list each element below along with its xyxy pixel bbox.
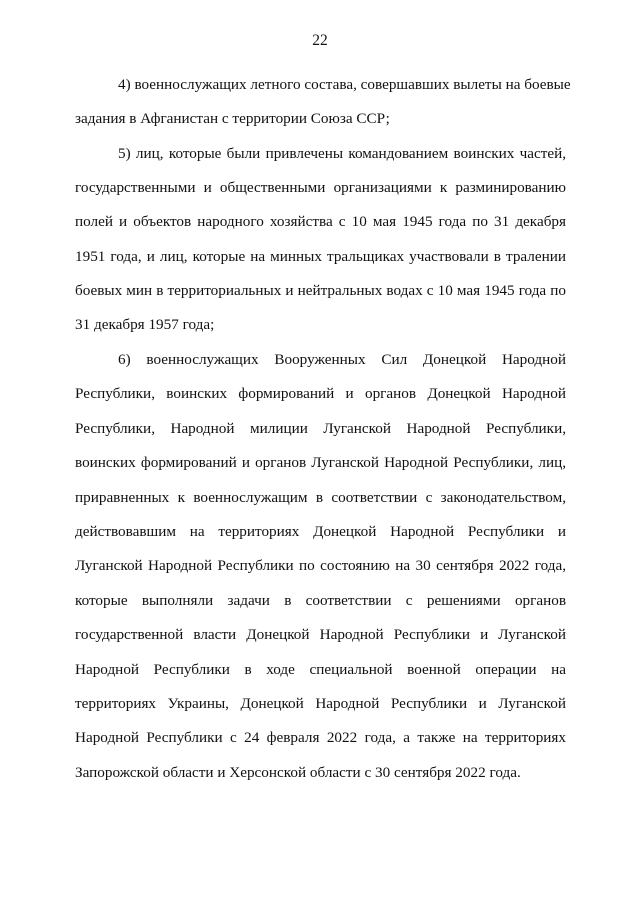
text-line: которые выполняли задачи в соответствии с решениями органов xyxy=(75,592,566,609)
text-line: полей и объектов народного хозяйства с 10 мая 1945 года по 31 декабря xyxy=(75,213,566,230)
text-line: 4) военнослужащих летного состава, совершавших вылеты на боевые xyxy=(118,76,571,93)
text-line: 1951 года, и лиц, которые на минных тральщиках участвовали в тралении xyxy=(75,248,566,265)
text-line: Луганской Народной Республики по состоянию на 30 сентября 2022 года, xyxy=(75,557,566,574)
text-line: Республики, воинских формирований и органов Донецкой Народной xyxy=(75,385,566,402)
text-line: боевых мин в территориальных и нейтральных водах с 10 мая 1945 года по xyxy=(75,282,566,299)
text-line: приравненных к военнослужащим в соответствии с законодательством, xyxy=(75,489,566,506)
text-line: Народной Республики в ходе специальной военной операции на xyxy=(75,661,566,678)
text-line: действовавшим на территориях Донецкой Народной Республики и xyxy=(75,523,566,540)
text-line: Народной Республики с 24 февраля 2022 года, а также на территориях xyxy=(75,729,566,746)
text-line: воинских формирований и органов Луганской Народной Республики, лиц, xyxy=(75,454,566,471)
text-line: Запорожской области и Херсонской области с 30 сентября 2022 года. xyxy=(75,764,521,781)
text-line: территориях Украины, Донецкой Народной Республики и Луганской xyxy=(75,695,566,712)
text-line: 5) лиц, которые были привлечены командованием воинских частей, xyxy=(118,145,566,162)
text-line: государственной власти Донецкой Народной Республики и Луганской xyxy=(75,626,566,643)
text-line: 6) военнослужащих Вооруженных Сил Донецкой Народной xyxy=(118,351,566,368)
text-line: государственными и общественными организациями к разминированию xyxy=(75,179,566,196)
text-line: Республики, Народной милиции Луганской Народной Республики, xyxy=(75,420,566,437)
page-number: 22 xyxy=(312,32,328,49)
text-line: 31 декабря 1957 года; xyxy=(75,316,215,333)
text-line: задания в Афганистан с территории Союза ССР; xyxy=(75,110,390,127)
